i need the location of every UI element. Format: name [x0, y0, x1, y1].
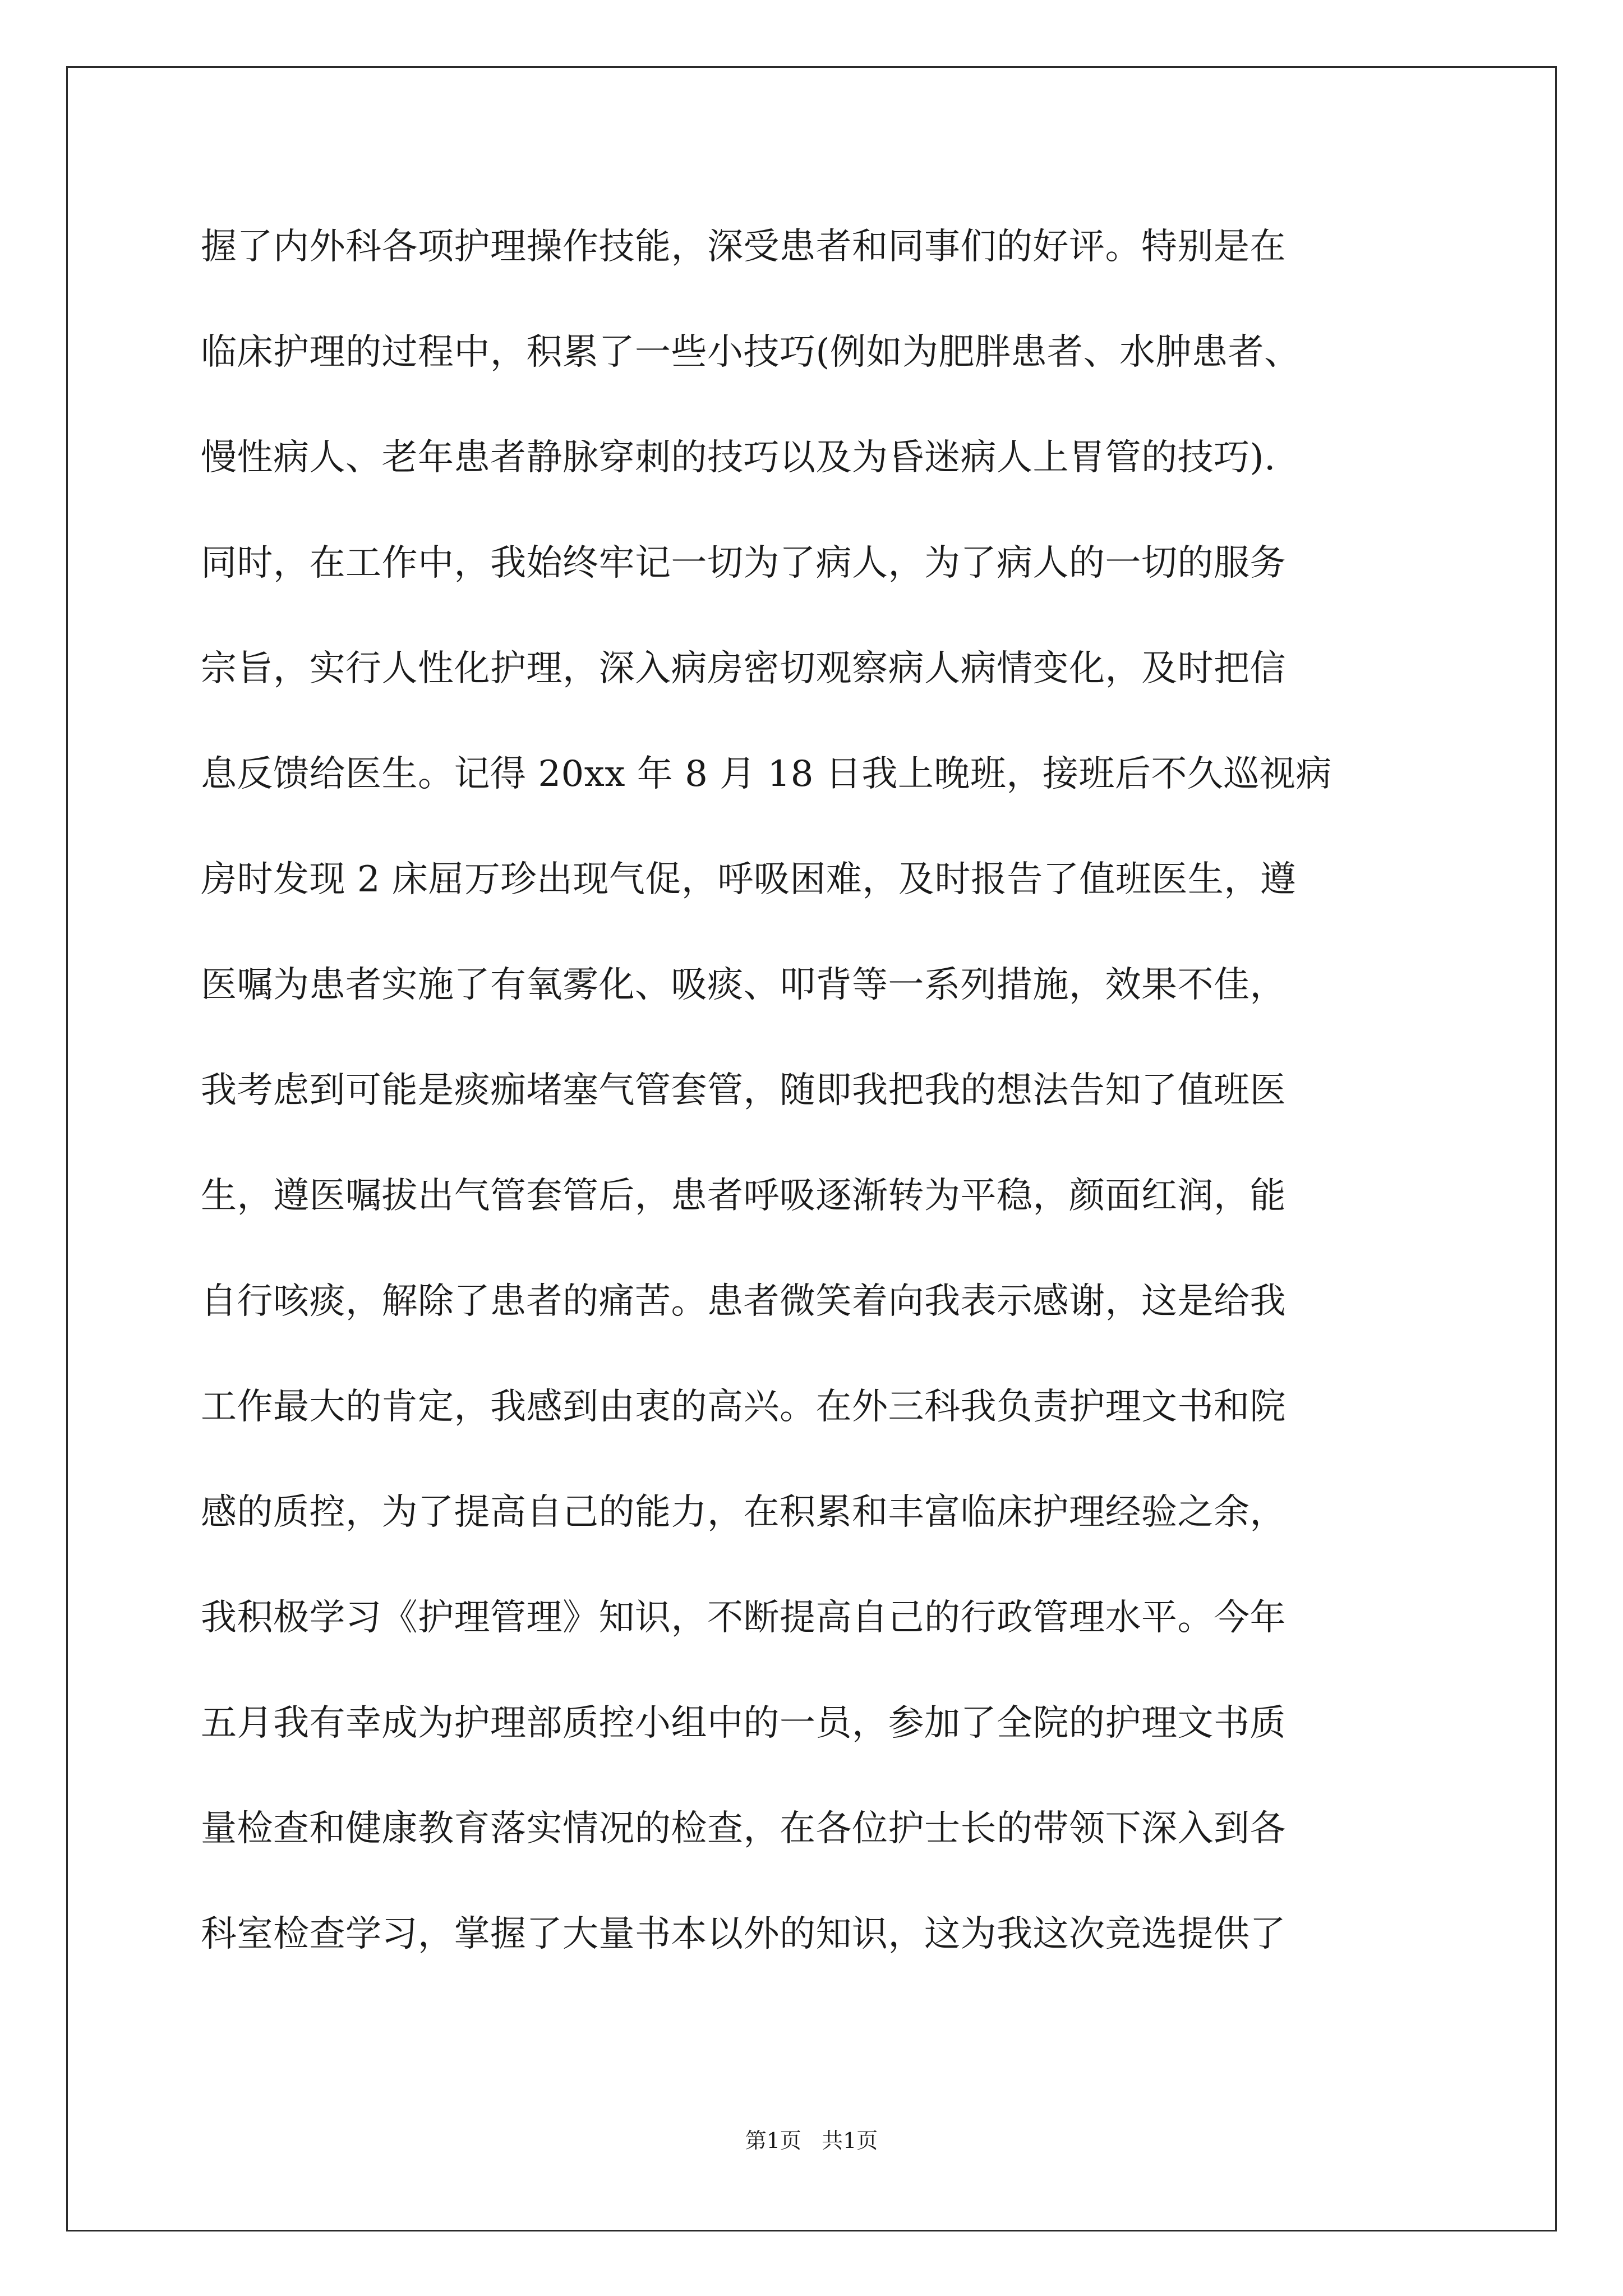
- text-line: 量检查和健康教育落实情况的检查，在各位护士长的带领下深入到各: [201, 1808, 1286, 1849]
- text-line: 宗旨，实行人性化护理，深入病房密切观察病人病情变化，及时把信: [201, 648, 1286, 689]
- text-line: 房时发现 2 床屈万珍出现气促，呼吸困难，及时报告了值班医生，遵: [201, 859, 1297, 900]
- text-line: 生，遵医嘱拔出气管套管后，患者呼吸逐渐转为平稳，颜面红润，能: [201, 1175, 1286, 1217]
- page-border: [66, 66, 1557, 2231]
- page-number: 第1页 共1页: [745, 2128, 878, 2153]
- text-line: 自行咳痰，解除了患者的痛苦。患者微笑着向我表示感谢，这是给我: [201, 1281, 1286, 1322]
- text-line: 工作最大的肯定，我感到由衷的高兴。在外三科我负责护理文书和院: [201, 1386, 1286, 1428]
- text-line: 五月我有幸成为护理部质控小组中的一员，参加了全院的护理文书质: [201, 1703, 1286, 1744]
- text-line: 科室检查学习，掌握了大量书本以外的知识，这为我这次竞选提供了: [201, 1913, 1286, 1955]
- text-line: 医嘱为患者实施了有氧雾化、吸痰、叩背等一系列措施，效果不佳，: [201, 964, 1286, 1006]
- text-line: 感的质控，为了提高自己的能力，在积累和丰富临床护理经验之余，: [201, 1492, 1286, 1533]
- text-line: 我考虑到可能是痰痂堵塞气管套管，随即我把我的想法告知了值班医: [201, 1070, 1286, 1111]
- text-line: 慢性病人、老年患者静脉穿刺的技巧以及为昏迷病人上胃管的技巧).: [201, 437, 1276, 478]
- text-line: 息反馈给医生。记得 20xx 年 8 月 18 日我上晚班，接班后不久巡视病: [201, 753, 1332, 795]
- text-line: 临床护理的过程中，积累了一些小技巧(例如为肥胖患者、水肿患者、: [201, 332, 1301, 373]
- text-line: 同时，在工作中，我始终牢记一切为了病人，为了病人的一切的服务: [201, 542, 1286, 584]
- text-line: 我积极学习《护理管理》知识，不断提高自己的行政管理水平。今年: [201, 1597, 1286, 1639]
- text-line: 握了内外科各项护理操作技能，深受患者和同事们的好评。特别是在: [201, 226, 1286, 268]
